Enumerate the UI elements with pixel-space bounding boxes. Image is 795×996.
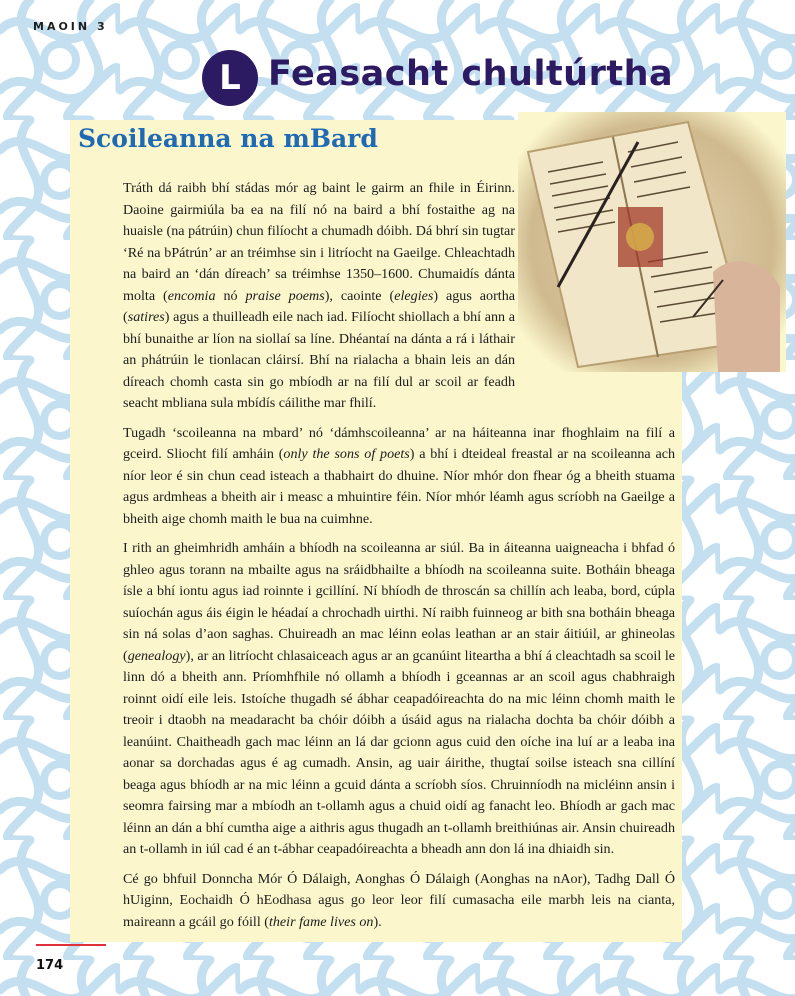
footer-rule [36,944,106,946]
chapter-letter-badge: L [202,50,258,106]
paragraph-3: I rith an gheimhridh amháin a bhíodh na scoileanna ar siúl. Ba in áiteanna uaigneacha i bhfad ó ghleo agus torann na mbailte agus na sráidbhailte a bhíodh na scoileanna suite. Botháin bheaga ísle a bhí iontu agus iad roinnte i gcillíní. Ní bhíodh de throscán sa chillín ach leaba, bord, cúpla suíochán agus áis éigin le héadaí a chrochadh uirthi. Ní raibh fuinneog ar bith sna botháin bheaga sin ná solas d’aon saghas. Chuireadh an mac léinn eolas leathan ar an stair áitiúil, ar ghineolas (genealogy), ar an litríocht chlasaiceach agus ar an gcanúint liteartha a bhí á cleachtadh sa scoil le linn dó a bheith ann. Príomhfhile nó ollamh a bhíodh i gceannas ar an scoil agus chabhraigh roinnt oidí eile leis. Istoíche thugadh sé ábhar ceapadóireachta do na mic léinn chomh maith le treoir i dtaobh na meadaracht ba chóir dóibh a úsáid agus na rialacha dochta ba chóir dóibh a leanúint. Chaitheadh gach mac léinn an lá dar gcionn agus cuid den oíche ina luí ar a leaba ina aonar sa dorchadas agus é ag cumadh. Ansin, ag uair áirithe, thugtaí soilse isteach sna cillíní beaga agus bhíodh ar na mic léinn a gcuid dánta a scríobh síos. Chruinníodh na micléinn ansin i seomra fairsing mar a mbíodh an t-ollamh agus a chuid oidí ag fanacht leo. Bhíodh ar gach mac léinn an dán a bhí cumtha aige a aithris agus thugadh an t-ollamh breithiúnas air. Ansin chuireadh an t-ollamh in iúl cad é an t-ábhar ceapadóireachta a bheadh ann don lá ina dhiaidh sin. [123,540,675,857]
paragraph-1: Tráth dá raibh bhí stádas mór ag baint le gairm an fhile in Éirinn. Daoine gairmiúla ba ea na filí nó na baird a bhí fostaithe ag na huaisle (na pátrúin) chun filíocht a chumadh dóibh. Dá bhrí sin tugtar ‘Ré na bPátrún’ ar an tréimhse sin i litríocht na Gaeilge. Chleachtadh na baird an ‘dán díreach’ sa tréimhse 1350–1600. Chumaidís dánta molta (encomia nó praise poems), caointe (elegies) agus aortha (satires) agus a thuilleadh eile nach iad. Filíocht shiollach a bhí ann a bhí bunaithe ar líon na siollaí sa líne. Dhéantaí na dánta a rá i láthair an phátrúin le tionlacan cláirsí. Bhí na rialacha a bhain leis an dán díreach chomh casta sin go mbíodh ar na filí dul ar scoil ar feadh seacht mbliana sula mbídís cáilithe mar fhilí. [123,178,675,415]
paragraph-2: Tugadh ‘scoileanna na mbard’ nó ‘dámhscoileanna’ ar na háiteanna inar fhoghlaim na filí a gceird. Sliocht filí amháin (only the sons of poets) a bhí i dteideal freastal ar na scoileanna ach níor leor é sin chun cead isteach a thabhairt do dhuine. Níor mhór don fhear óg a bheith stuama agus ardmheas a bheith air i measc a mhuintire féin. Níor mhór léamh agus scríobh na Gaeilge a bheith aige chomh maith le bua na cuimhne. [123,424,676,527]
chapter-title: Feasacht chultúrtha [268,54,674,94]
article-title: Scoileanna na mBard [78,124,378,153]
article-body [123,178,675,941]
image-wrap-spacer [515,178,675,374]
section-label: MAOIN 3 [33,20,108,33]
paragraph-4: Cé go bhfuil Donncha Mór Ó Dálaigh, Aonghas Ó Dálaigh (Aonghas na nAor), Tadhg Dall Ó hUiginn, Eochaidh Ó hEodhasa agus go leor leor filí cumasacha eile marbh leis na cianta, maireann a gcáil go fóill (their fame lives on). [123,870,675,930]
chapter-header [202,50,674,106]
page-number: 174 [36,958,64,973]
